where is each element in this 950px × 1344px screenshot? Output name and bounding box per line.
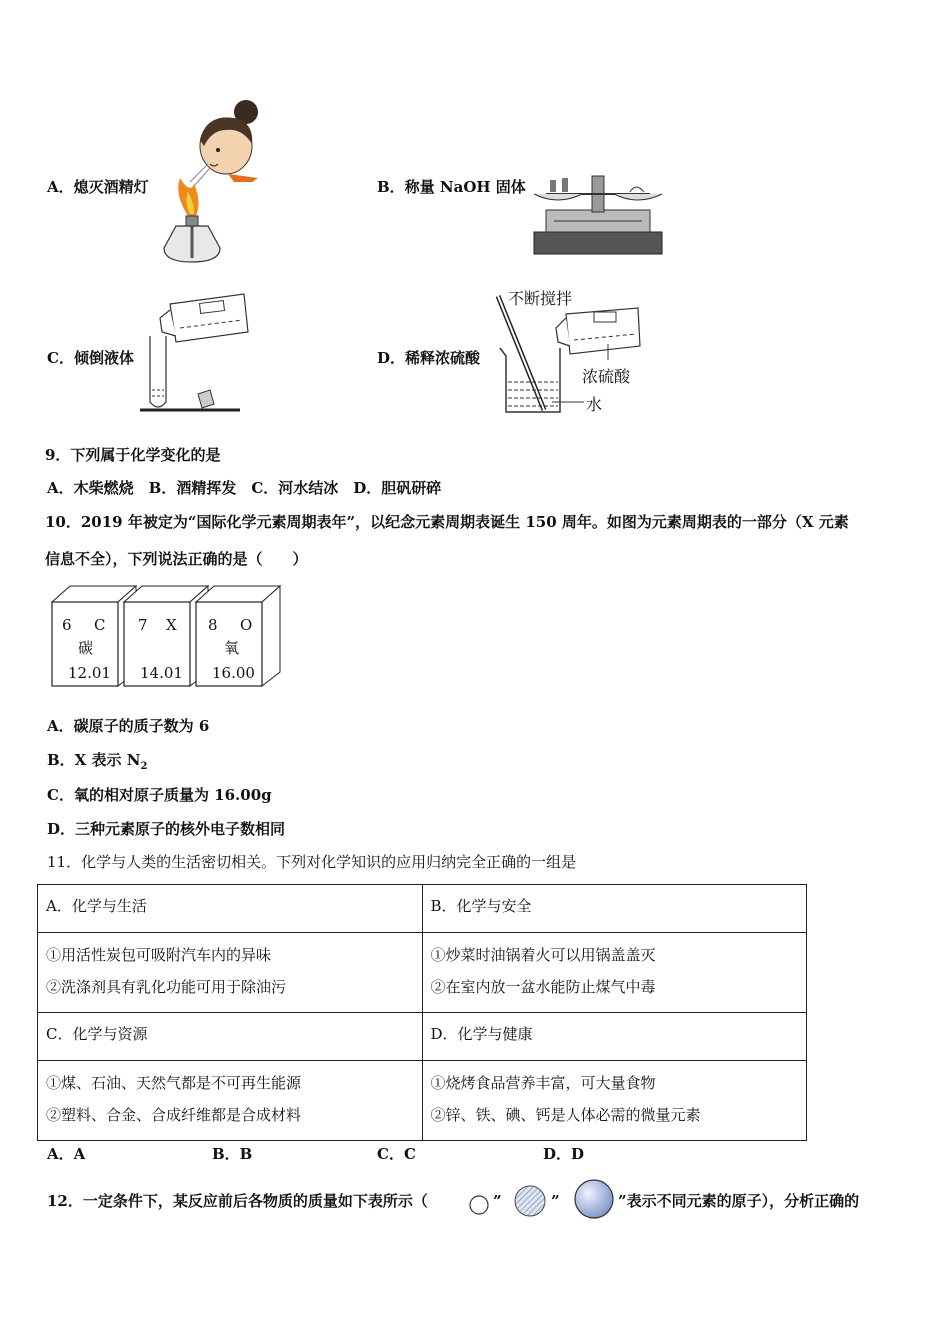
element-number: 6 (62, 616, 72, 634)
q10-stem-line1: 10．2019 年被定为“国际化学元素周期表年”，以纪念元素周期表诞生 150 周年。如图为元素周期表的一部分（X 元素 (45, 513, 849, 531)
q12-stem-a: 12．一定条件下，某反应前后各物质的质量如下表所示（ (47, 1192, 428, 1210)
q8-option-c: C．倾倒液体 (47, 349, 134, 367)
cell-a-item-2: ②洗涤剂具有乳化功能可用于除油污 (46, 978, 287, 996)
balance-base (534, 232, 662, 254)
element-number: 8 (208, 616, 218, 634)
cell-c-item-1: ①煤、石油、天然气都是不可再生能源 (46, 1074, 302, 1092)
label-acid: 浓硫酸 (582, 367, 631, 386)
element-mass: 12.01 (68, 664, 111, 682)
q11-answer-d: D．D (543, 1145, 585, 1163)
cell-d-item-2: ②锌、铁、碘、钙是人体必需的微量元素 (430, 1106, 701, 1124)
q10-option-d: D．三种元素原子的核外电子数相同 (47, 820, 286, 838)
cell-c-body (38, 1061, 423, 1141)
girl-shoulder (228, 174, 258, 182)
q11-stem: 11．化学与人类的生活密切相关。下列对化学知识的应用归纳完全正确的一组是 (47, 853, 577, 871)
extinguish-alcohol-lamp-figure (150, 98, 270, 264)
q10-option-b (47, 750, 147, 777)
q12-quote-2: ” (551, 1192, 560, 1210)
label-water: 水 (586, 395, 603, 414)
cell-a-item-1: ①用活性炭包可吸附汽车内的异味 (46, 946, 272, 964)
element-number: 7 (138, 616, 148, 634)
element-name: 碳 (78, 639, 94, 657)
element-symbol: O (240, 616, 253, 634)
q10-option-a: A．碳原子的质子数为 6 (47, 717, 210, 735)
cell-b-head: B．化学与安全 (422, 885, 807, 933)
cell-d-item-1: ①烧烤食品营养丰富，可大量食物 (430, 1074, 656, 1092)
element-name: 氧 (224, 639, 240, 657)
q10-option-b-text: B．X 表示 N (47, 751, 141, 769)
q12-stem-b: ”表示不同元素的原子），分析正确的 (618, 1192, 860, 1210)
cell-c-head: C．化学与资源 (38, 1013, 423, 1061)
cell-a-head: A．化学与生活 (38, 885, 423, 933)
cell-c-item-2: ②塑料、合金、合成纤维都是合成材料 (46, 1106, 302, 1124)
q11-answer-b: B．B (212, 1145, 253, 1163)
element-symbol: X (166, 616, 177, 634)
q11-answer-c: C．C (377, 1145, 416, 1163)
q8-option-a: A．熄灭酒精灯 (47, 178, 149, 196)
q10-stem-line2: 信息不全），下列说法正确的是（ ） (45, 550, 308, 568)
q8-option-d: D．稀释浓硫酸 (377, 349, 481, 367)
weighing-naoh-balance-figure (528, 168, 668, 258)
pour-liquid-figure (140, 290, 252, 416)
q12-quote-1: ” (493, 1192, 502, 1210)
cell-d-body (422, 1061, 807, 1141)
q8-option-b: B．称量 NaOH 固体 (377, 178, 526, 196)
white-atom-icon (468, 1194, 490, 1216)
q10-option-c: C．氧的相对原子质量为 16.00g (47, 786, 272, 804)
element-symbol: C (94, 616, 106, 634)
hatched-atom-icon (513, 1184, 547, 1218)
cell-b-body (422, 933, 807, 1013)
q11-table (37, 884, 807, 1141)
blue-atom-icon (573, 1178, 615, 1220)
cell-a-body (38, 933, 423, 1013)
dilute-sulfuric-acid-figure (490, 284, 650, 420)
element-mass: 16.00 (212, 664, 255, 682)
left-pan (534, 194, 582, 200)
q9-stem: 9．下列属于化学变化的是 (45, 446, 221, 464)
q11-answer-a: A．A (47, 1145, 86, 1163)
label-stir: 不断搅拌 (508, 289, 573, 308)
q10-option-b-subscript: 2 (140, 761, 148, 772)
element-mass: 14.01 (140, 664, 183, 682)
cell-b-item-1: ①炒菜时油锅着火可以用锅盖盖灭 (430, 946, 656, 964)
q9-options: A．木柴燃烧 B．酒精挥发 C．河水结冰 D．胆矾研碎 (47, 479, 442, 497)
cell-d-head: D．化学与健康 (422, 1013, 807, 1061)
bottle-stopper (198, 390, 214, 408)
cell-b-item-2: ②在室内放一盆水能防止煤气中毒 (430, 978, 656, 996)
right-pan (614, 194, 662, 200)
reagent-bottle (170, 294, 248, 342)
